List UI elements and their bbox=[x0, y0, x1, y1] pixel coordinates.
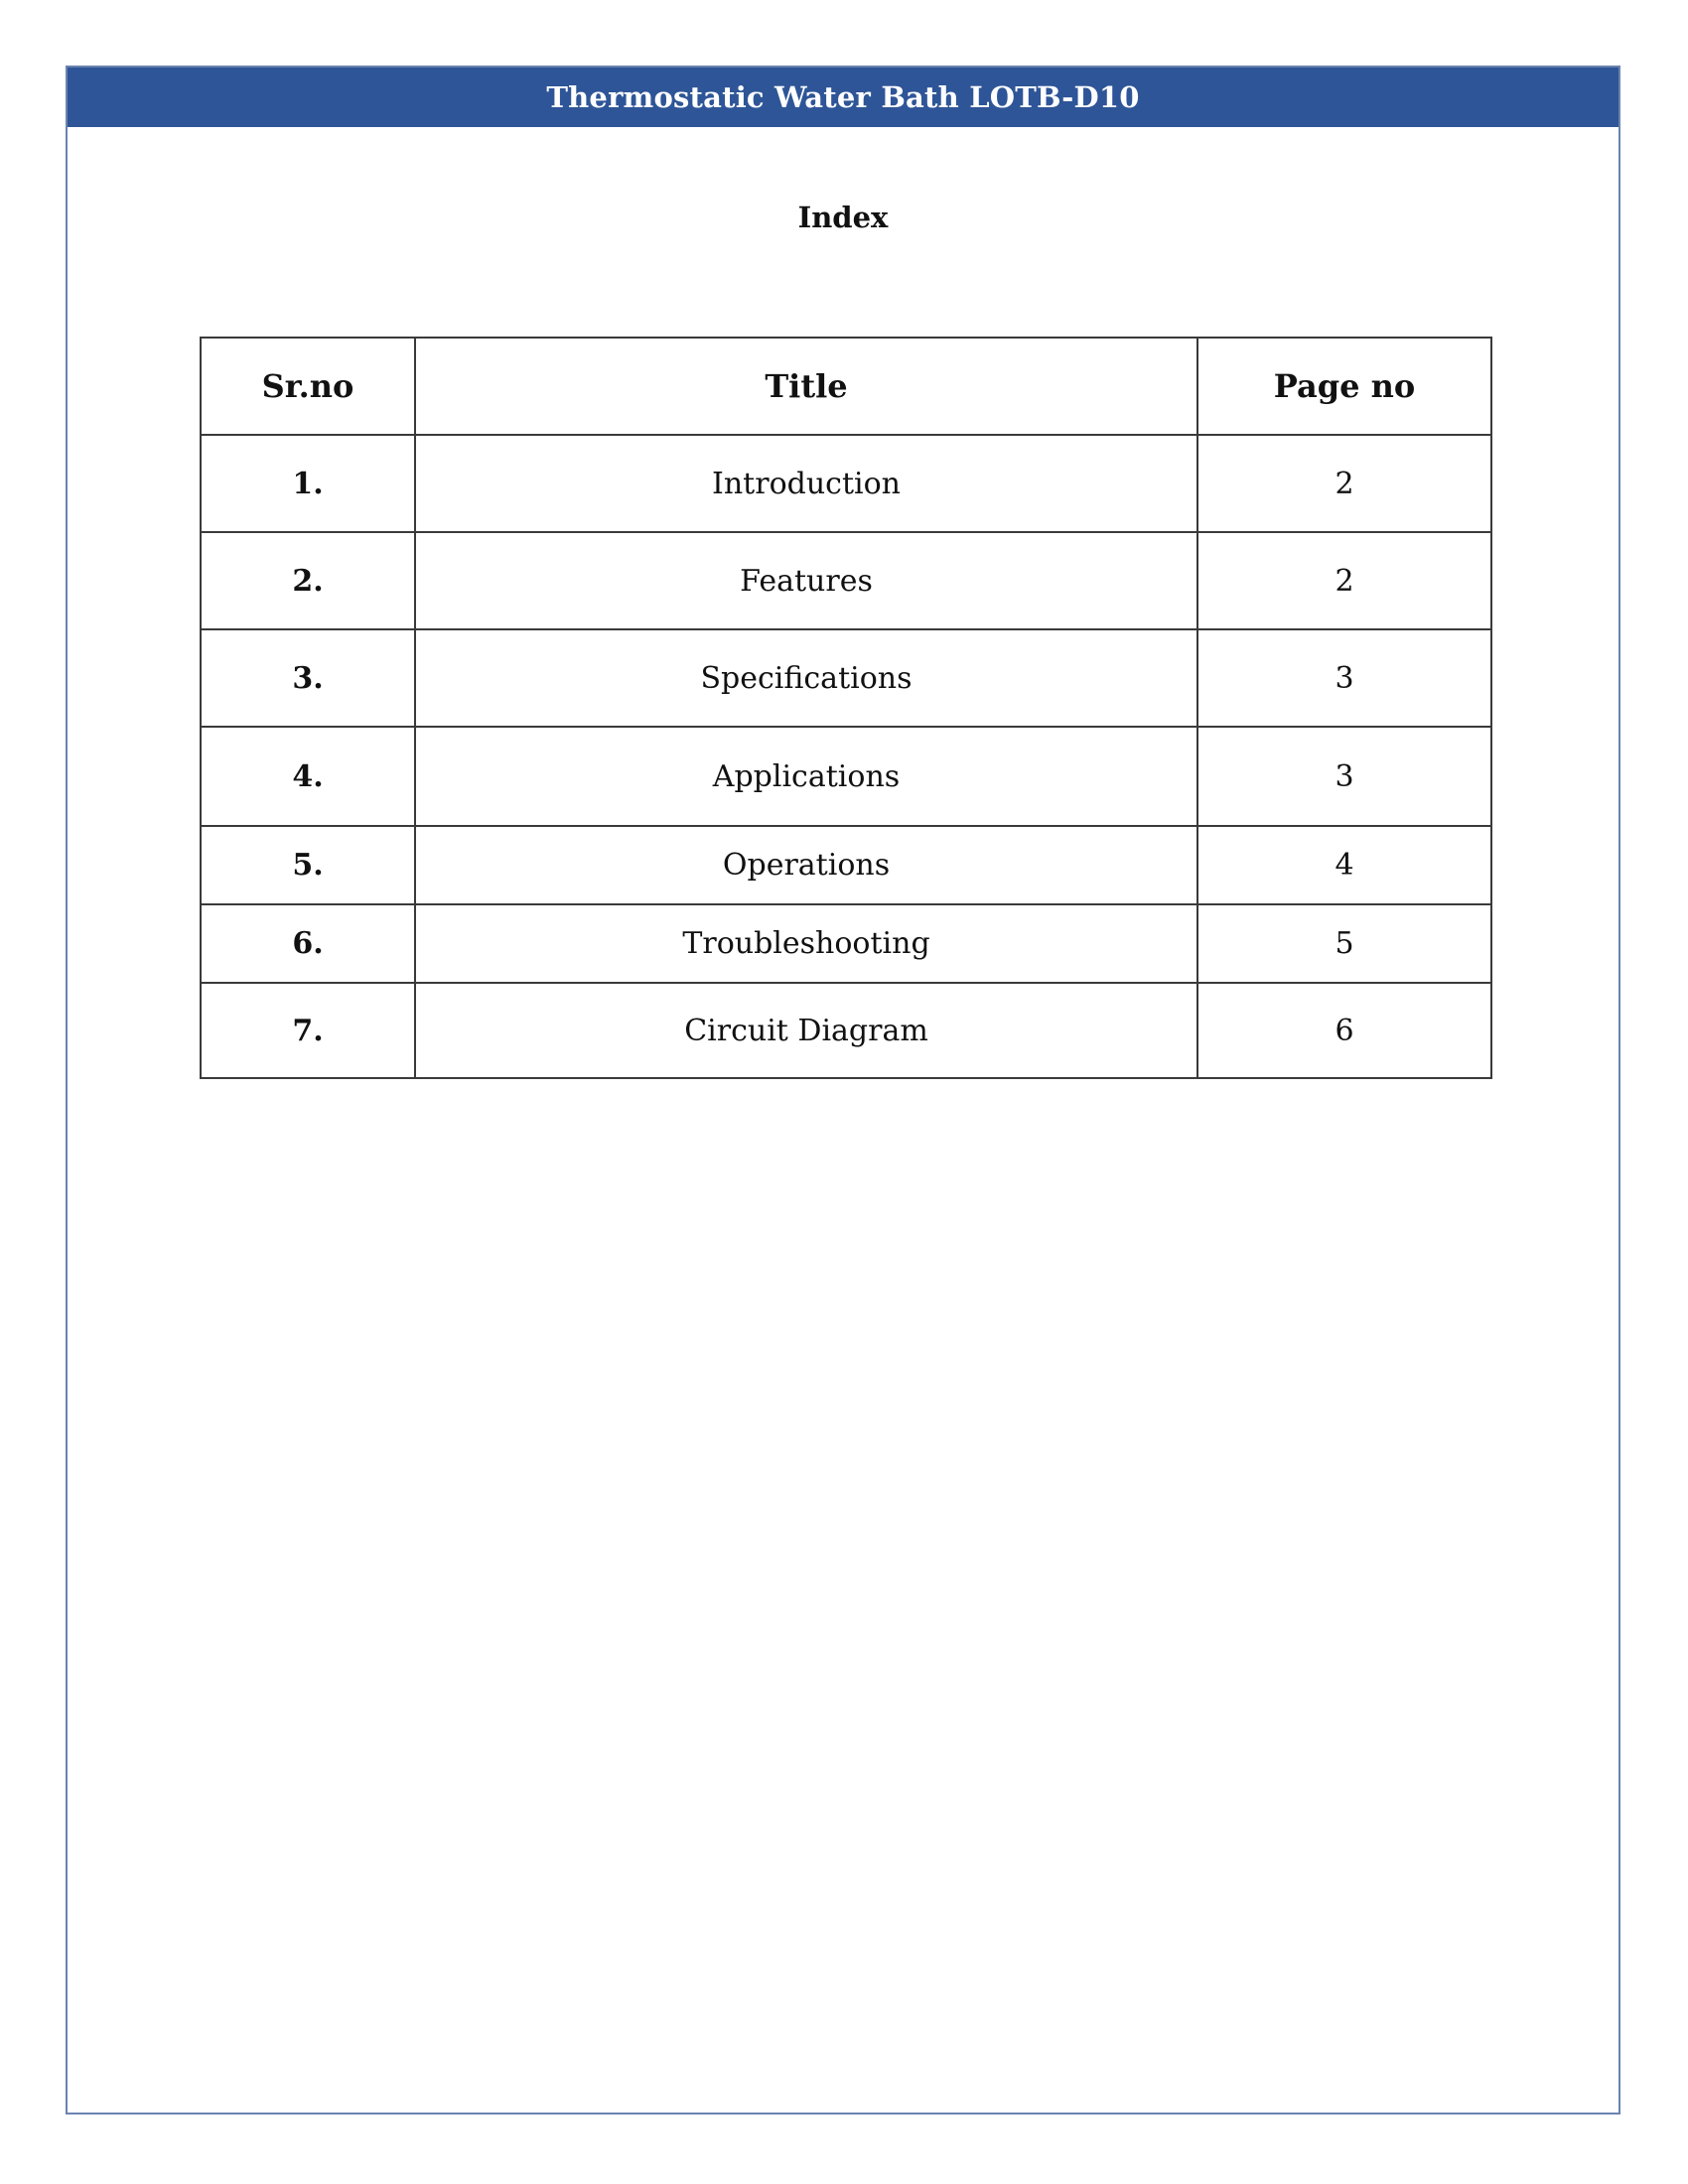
table-row bbox=[201, 983, 1491, 1078]
table-row bbox=[201, 435, 1491, 532]
row-srno: 1. bbox=[201, 435, 415, 532]
column-header-title: Title bbox=[415, 338, 1197, 435]
column-header-srno: Sr.no bbox=[201, 338, 415, 435]
row-page: 2 bbox=[1197, 435, 1491, 532]
row-page: 2 bbox=[1197, 532, 1491, 629]
row-page: 3 bbox=[1197, 727, 1491, 826]
index-heading: Index bbox=[797, 201, 889, 234]
row-title: Features bbox=[415, 532, 1197, 629]
row-srno: 4. bbox=[201, 727, 415, 826]
document-title: Thermostatic Water Bath LOTB-D10 bbox=[546, 80, 1140, 114]
row-srno: 5. bbox=[201, 826, 415, 904]
row-title: Operations bbox=[415, 826, 1197, 904]
row-srno: 6. bbox=[201, 904, 415, 983]
row-title: Troubleshooting bbox=[415, 904, 1197, 983]
table-row bbox=[201, 532, 1491, 629]
row-page: 6 bbox=[1197, 983, 1491, 1078]
row-title: Circuit Diagram bbox=[415, 983, 1197, 1078]
table-row bbox=[201, 904, 1491, 983]
table-row bbox=[201, 629, 1491, 727]
row-page: 5 bbox=[1197, 904, 1491, 983]
row-page: 3 bbox=[1197, 629, 1491, 727]
row-srno: 3. bbox=[201, 629, 415, 727]
table-header-row bbox=[201, 338, 1491, 435]
table-row bbox=[201, 727, 1491, 826]
column-header-page: Page no bbox=[1197, 338, 1491, 435]
row-page: 4 bbox=[1197, 826, 1491, 904]
row-title: Introduction bbox=[415, 435, 1197, 532]
document-header bbox=[68, 68, 1618, 127]
row-srno: 2. bbox=[201, 532, 415, 629]
row-title: Specifications bbox=[415, 629, 1197, 727]
row-srno: 7. bbox=[201, 983, 415, 1078]
table-row bbox=[201, 826, 1491, 904]
row-title: Applications bbox=[415, 727, 1197, 826]
index-table bbox=[200, 337, 1492, 1079]
page-frame bbox=[66, 66, 1620, 2115]
